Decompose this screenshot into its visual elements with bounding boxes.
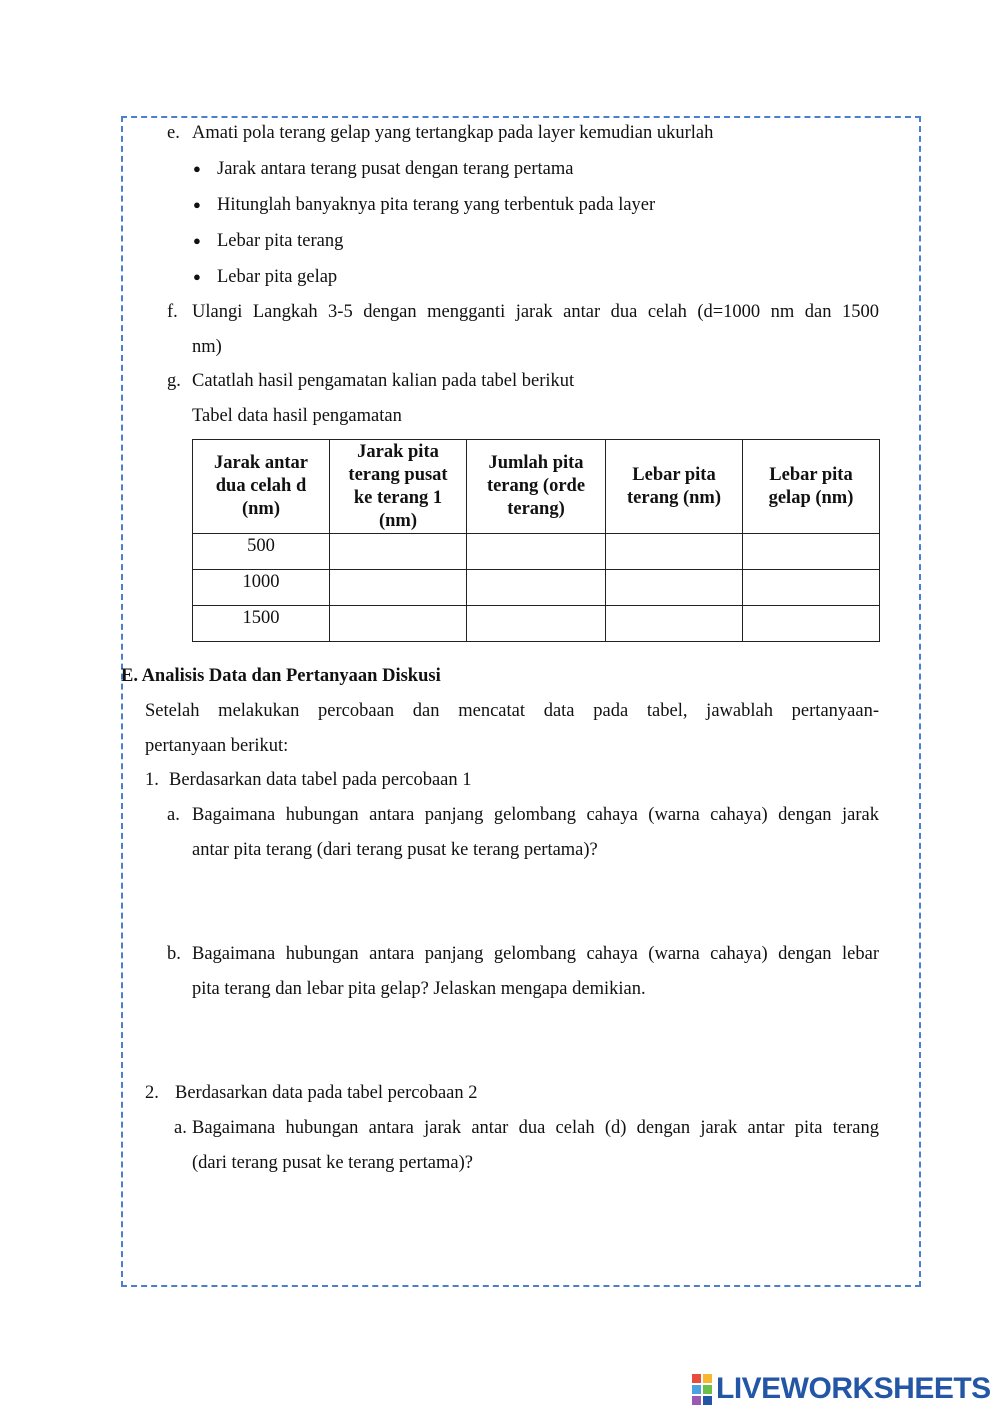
header-slit-distance: Jarak antar dua celah d (nm) [193, 440, 330, 534]
question-1a-line2: antar pita terang (dari terang pusat ke terang pertama)? [192, 840, 598, 860]
question-2a-line1: Bagaimana hubungan antara jarak antar dua celah (d) dengan jarak antar pita terang [192, 1118, 879, 1138]
bullet-item: Hitunglah banyaknya pita terang yang terbentuk pada layer [217, 195, 656, 215]
step-e-text: Amati pola terang gelap yang tertangkap pada layer kemudian ukurlah [192, 123, 714, 143]
question-2-label: 2. [145, 1083, 159, 1103]
step-g-text: Catatlah hasil pengamatan kalian pada tabel berikut [192, 371, 575, 391]
bullet-icon: ● [193, 269, 201, 284]
table-row [193, 534, 880, 570]
bullet-item: Lebar pita gelap [217, 267, 338, 287]
liveworksheets-logo [692, 1373, 991, 1405]
header-bright-fringe-width: Lebar pita terang (nm) [606, 440, 743, 534]
logo-grid-icon [692, 1374, 712, 1405]
question-2a-line2: (dari terang pusat ke terang pertama)? [192, 1153, 473, 1173]
table-cell: 1500 [193, 606, 330, 642]
table-cell-blank [743, 606, 880, 642]
table-cell-blank [467, 606, 606, 642]
bullet-item: Lebar pita terang [217, 231, 344, 251]
table-cell-blank [743, 570, 880, 606]
table-row [193, 570, 880, 606]
table-cell-blank [330, 570, 467, 606]
table-cell-blank [606, 570, 743, 606]
header-dark-fringe-width: Lebar pita gelap (nm) [743, 440, 880, 534]
table-cell-blank [330, 534, 467, 570]
question-1b-line1: Bagaimana hubungan antara panjang gelombang cahaya (warna cahaya) dengan lebar [192, 944, 879, 964]
step-e-label: e. [167, 123, 180, 143]
section-intro-line2: pertanyaan berikut: [145, 736, 289, 756]
table-cell-blank [467, 534, 606, 570]
table-header-row [193, 440, 880, 534]
bullet-icon: ● [193, 197, 201, 212]
header-central-to-first-fringe: Jarak pita terang pusat ke terang 1 (nm) [330, 440, 467, 534]
bullet-item: Jarak antara terang pusat dengan terang pertama [217, 159, 574, 179]
header-bright-fringe-count: Jumlah pita terang (orde terang) [467, 440, 606, 534]
step-f-line1: Ulangi Langkah 3-5 dengan mengganti jarak antar dua celah (d=1000 nm dan 1500 [192, 302, 879, 322]
table-row [193, 606, 880, 642]
section-intro-line1: Setelah melakukan percobaan dan mencatat data pada tabel, jawablah pertanyaan- [145, 701, 879, 721]
table-cell: 1000 [193, 570, 330, 606]
table-cell-blank [330, 606, 467, 642]
table-cell-blank [467, 570, 606, 606]
question-1b-line2: pita terang dan lebar pita gelap? Jelaskan mengapa demikian. [192, 979, 646, 999]
question-1a-label: a. [167, 805, 180, 825]
question-2a-label: a. [174, 1118, 187, 1138]
table-cell-blank [606, 606, 743, 642]
table-cell-blank [606, 534, 743, 570]
question-1-label: 1. [145, 770, 159, 790]
table-caption: Tabel data hasil pengamatan [192, 406, 402, 426]
section-title: E. Analisis Data dan Pertanyaan Diskusi [121, 666, 441, 686]
question-1-text: Berdasarkan data tabel pada percobaan 1 [169, 770, 472, 790]
logo-text: LIVEWORKSHEETS [716, 1372, 991, 1405]
question-2-text: Berdasarkan data pada tabel percobaan 2 [175, 1083, 478, 1103]
step-f-line2: nm) [192, 337, 222, 357]
step-f-label: f. [167, 302, 178, 322]
table-cell: 500 [193, 534, 330, 570]
table-cell-blank [743, 534, 880, 570]
bullet-icon: ● [193, 161, 201, 176]
observation-table [192, 439, 880, 642]
question-1b-label: b. [167, 944, 181, 964]
step-g-label: g. [167, 371, 181, 391]
bullet-icon: ● [193, 233, 201, 248]
question-1a-line1: Bagaimana hubungan antara panjang gelombang cahaya (warna cahaya) dengan jarak [192, 805, 879, 825]
